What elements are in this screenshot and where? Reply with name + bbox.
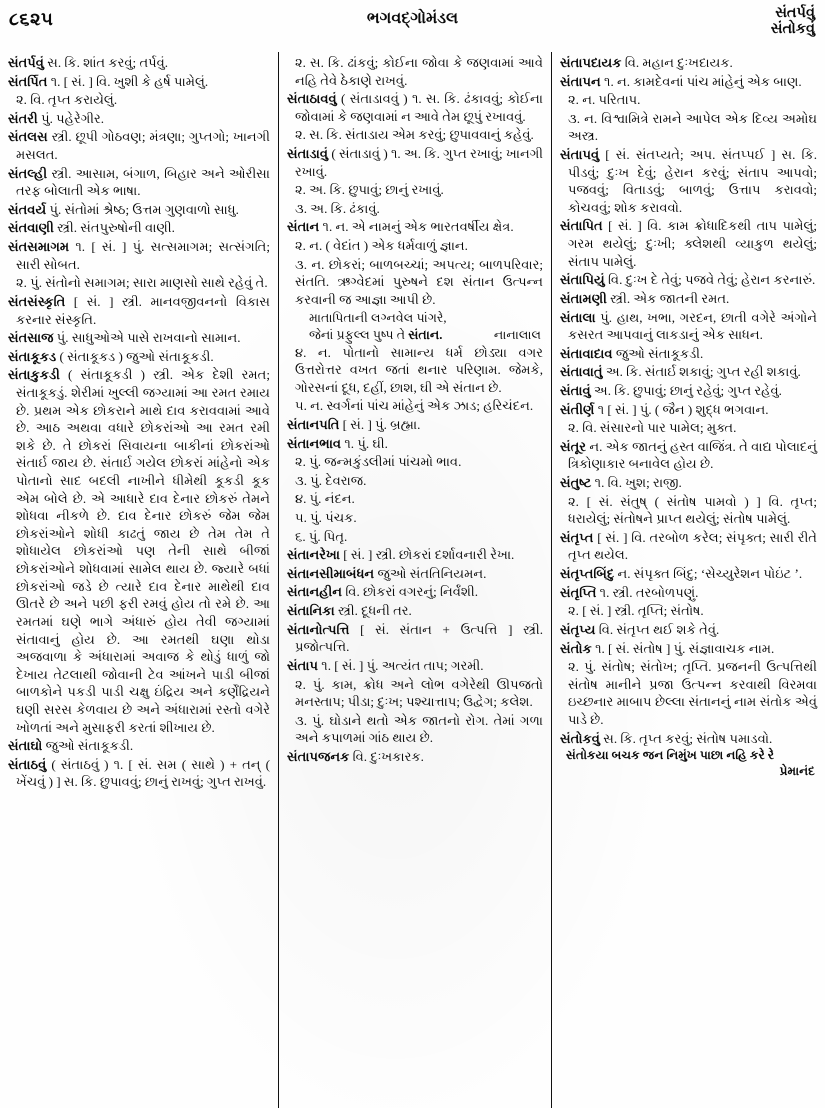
dictionary-entry — [287, 565, 543, 583]
entry-headword: સંતૃપ્ત — [560, 529, 594, 545]
entry-sense: ૨. વિ. સંસારનો પાર પામેલ; મુક્ત. — [568, 420, 737, 436]
entry-headword: સંતાઠવું — [8, 756, 47, 772]
dictionary-entry — [560, 217, 817, 270]
entry-definition: [ સં. ] સ્ત્રી. છોકરાં દર્શાવનારી રેખા. — [340, 547, 515, 563]
quotation-line: સંતોકયા બચક જન નિમુંખ પાછા નહિ કરે રે — [566, 748, 775, 763]
dictionary-entry — [287, 583, 543, 601]
entry-headword: સંતસંસ્કૃતિ — [8, 293, 66, 309]
entry-headword: સંતાનોત્પત્તિ — [287, 621, 350, 637]
entry-definition: સ્ત્રી. આસામ, બંગાળ, બિહાર અને ઓરીસા તરફ બોલાતી એક ભાષા. — [16, 165, 270, 199]
entry-headword: સંતાપિત — [560, 218, 603, 234]
dictionary-entry — [287, 435, 543, 453]
entry-headword: સંતાઠાવવું — [287, 91, 337, 107]
entry-headword: સંતૃપ્તબિંદુ — [560, 566, 615, 582]
entry-sense: ૨. [ સં. ] સ્ત્રી. તૃપ્તિ; સંતોષ. — [568, 603, 704, 619]
dictionary-entry — [287, 90, 543, 125]
entry-sense: ૩. અ. કિ. ઢંકાવું. — [295, 200, 380, 216]
entry-sense: ૬. પું. પિતૃ. — [295, 528, 348, 544]
entry-sense: ૫. ન. સ્વર્ગનાં પાંચ માંહેનું એક ઝાડ; હરિચંદન. — [295, 398, 534, 414]
entry-headword: સંતાકૂકડ — [8, 348, 57, 364]
dictionary-entry — [560, 529, 817, 564]
entry-headword: સંતોકવું — [560, 730, 600, 746]
entry-headword: સંતાપજનક — [287, 748, 350, 764]
dictionary-entry — [560, 290, 817, 308]
entry-sense: ૨. પું. કામ, ક્રોધ અને લોભ વગેરેથી ઊપજતો મનસ્તાપ; પીડા; દુઃખ; પશ્ચાત્તાપ; ઉદ્વેગ; કલેશ. — [295, 676, 543, 710]
entry-definition: ૧. ન. કામદેવનાં પાંચ માંહેનું એક બાણ. — [600, 73, 802, 89]
dictionary-entry — [560, 438, 817, 473]
entry-headword: સંતૃપ્ય — [560, 621, 596, 637]
dictionary-entry — [560, 640, 817, 658]
entry-sense: ૨. [ સં. સંતુષ્ ( સંતોષ પામવો ) ] વિ. તૃપ્ત; ધરાયેલું; સંતોષને પ્રાપ્ત થયેલું; સંતોષ પામેલું. — [568, 493, 817, 527]
dictionary-entry — [287, 145, 543, 180]
entry-headword: સંતાવાદાવ — [560, 345, 613, 361]
text-column-1 — [0, 52, 278, 1108]
entry-sense: ૨. ન. પરિતાપ. — [568, 92, 641, 108]
entry-headword: સંતામણી — [560, 290, 607, 306]
entry-headword: સંતૃપ્તિ — [560, 584, 597, 600]
verse-attribution: નાનાલાલ — [493, 327, 541, 342]
dictionary-entry — [8, 128, 270, 163]
dictionary-entry — [287, 602, 543, 620]
entry-headword: સંતાપિયું — [560, 272, 605, 288]
dictionary-entry — [8, 737, 270, 755]
entry-definition: વિ. દુઃખકારક. — [349, 748, 424, 764]
entry-headword: સંતસમાગમ — [8, 239, 70, 255]
verse-line — [287, 327, 543, 344]
entry-definition: [ સં. ] વિ. તરબોળ કરેલ; સંપૃક્ત; સારી રીતે તૃપ્ત થયેલ. — [568, 529, 817, 563]
entry-definition: અ. કિ. છુપાવું; છાનું રહેવું; ગુપ્ત રહેવું. — [590, 382, 782, 398]
entry-sense: ૪. ન. પોતાનો સામાન્ય ધર્મ છોડ્યા વગર ઉત્તરોત્તર વખત જતાં થનાર પરિણામ. જેમકે, ગોરસનાં દૂધ, દહીં, છાશ, ઘી એ સંતાન છે. — [295, 344, 543, 395]
entry-definition: વિ. મહાન દુઃખદાયક. — [621, 55, 733, 70]
entry-sense: ૨. પું. સંતોનો સમાગમ; સારા માણસો સાથે રહેવું તે. — [16, 275, 268, 291]
dictionary-entry — [560, 345, 817, 363]
entry-headword: સંતૂર — [560, 438, 587, 454]
entry-definition: વિ. છોકરાં વગરનું; નિર્વંશી. — [342, 584, 479, 600]
entry-definition: ૧. [ સં. ] પું. અત્યંત તાપ; ગરમી. — [318, 657, 484, 673]
entry-headword: સંતાવાતું — [560, 364, 603, 380]
entry-definition: ૧. વિ. ખુશ; રાજી. — [591, 475, 682, 491]
page-number: ૮૬૨૫ — [9, 9, 54, 29]
dictionary-entry — [287, 416, 543, 434]
entry-headword: સંતસાજ — [8, 330, 54, 346]
entry-headword: સંતાપ — [287, 657, 318, 673]
entry-definition: ૧. [ સં. ] પું. સત્સમાગમ; સત્સંગતિ; સારી સોબત. — [16, 239, 270, 272]
entry-definition: સ. કિ. શાંત કરવું; તર્પવું. — [43, 55, 169, 70]
entry-sense: ૩. પું. દેવરાજ. — [295, 472, 367, 488]
dictionary-entry — [560, 363, 817, 381]
entry-definition: ૧. પું. ઘી. — [341, 435, 388, 451]
entry-definition: ( સંતાઠવું ) ૧. [ સં. સમ ( સાથે ) + તન્ ( ખેંચવું ) ] સ. કિ. છુપાવવું; છાનું રાખવું; ગુપ્ત રાખવું. — [16, 756, 270, 790]
entry-sense: ૫. પું. પંચક. — [295, 510, 357, 526]
entry-headword: સંતાનભાવ — [287, 435, 342, 451]
entry-headword: સંતાનિકા — [287, 603, 335, 619]
dictionary-entry — [8, 54, 270, 72]
entry-headword: સંતાવું — [560, 382, 591, 398]
dictionary-entry — [8, 201, 270, 219]
entry-definition: જુઓ સંતાકૂકડી. — [42, 738, 134, 754]
guide-word-first: સંતર્પવું — [775, 5, 815, 21]
dictionary-entry — [560, 474, 817, 492]
dictionary-entry — [8, 348, 270, 366]
entry-sense: ૨. ન. ( વેદાંત ) એક ધર્મવાળું જ્ઞાન. — [295, 238, 468, 254]
entry-headword: સંતર્પવું — [8, 55, 44, 70]
entry-definition: ૧ [ સં. ] પું. ( જૈન ) શુદ્ધ ભગવાન. — [594, 401, 769, 417]
guide-words — [771, 5, 815, 37]
entry-definition: પું. સાધુઓએ પાસે રાખવાનો સામાન. — [53, 330, 241, 346]
entry-sense: ૩. ન. છોકરાં; બાળબચ્ચાં; અપત્ય; બાળપરિવાર; સંતતિ. ઋગ્વેદમાં પુરુષને દશ સંતાન ઉત્પન્ન કરવાની જ આજ્ઞા આપી છે. — [295, 256, 543, 307]
entry-sense: ૪. પું. નંદન. — [295, 491, 355, 507]
dictionary-entry — [8, 238, 270, 273]
entry-definition: ૧. સ્ત્રી. તરબોળપણું. — [596, 584, 699, 600]
entry-sense: ૨. વિ. તૃપ્ત કરાયેલું. — [16, 92, 118, 108]
dictionary-entry — [560, 309, 817, 344]
entry-definition: ( સંતાકૂકડી ) સ્ત્રી. એક દેશી રમત; સંતાકૂકડું. શેરીમાં ખુલ્લી જગ્યામાં આ રમત રમાય છે. પ્રથમ એક છોકરાને માથે દાવ કરાવવામાં આવે છે. આઠ અથવા વધારે છોકરાંઓ આ રમત રમી શકે છે. તે છોકરાં સિવાયના બાકીનાં છોકરાંઓ સંતાર્ઇ જાય છે. સંતાર્ઇ ગયેલ છોકરાં માંહેનો એક પોતાનો સાદ બદલી નાખીને ધીમેથી કૂકડી કૂક એમ બોલે છે. એ આધારે દાવ દેનાર છોકરું તેમને શોધવા નીકળે છે. દાવ દેનાર છોકરું જેમ જેમ છોકરાંઓને શોધી કાઢતું જાય છે તેમ તેમ તે શોધાયેલ છોકરાંઓ પણ તેની સાથે બીજાં છોકરાંઓને શોધવામાં સામેલ થાય છે. જ્યારે બધાં છોકરાંઓ જડે છે ત્યારે દાવ દેનાર માથેથી દાવ ઊતરે છે અને પછી ફરી રમવું હોય તો રમે છે. આ રમતમાં ઘણે ભાગે અંધારું હોય તેવી જગ્યામાં સંતાવાનું હોય છે. આ રમતથી ઘણા થોડા અજવાળા કે અંધારામાં અવાજ કે થોડું ધાળું જો દેખાય તેટલાથી જોવાની ટેવ આંખને પાડી બીજાં બાળકોને પકડી પાડી ચક્ષુ ઇંદ્રિય અને કર્ણેંદ્રિયને ઘણી સરસ કેળવાય છે અને અંધારામાં રસ્તો વગેરે ખોળતાં અને મુસાફરી કરતાં શીખાય છે. — [16, 367, 270, 735]
entry-definition: સ્ત્રી. એક જાતની રમત. — [606, 290, 730, 306]
column-container — [0, 52, 825, 1108]
entry-sense: ૨. સ. કિ. સંતાડાય એમ કરવું; છુપાવવાનું કહેવું. — [295, 127, 534, 143]
entry-definition: ન. સંપૃક્ત બિંદુ; ‘સેચ્યુરેશન પોઇંટ ’. — [614, 566, 803, 582]
dictionary-entry — [560, 54, 817, 72]
dictionary-entry — [287, 621, 543, 656]
dictionary-entry — [287, 657, 543, 675]
entry-definition: ૧. [ સં. ] વિ. ખુશી કે હર્ષ પામેલું. — [47, 73, 209, 89]
entry-headword: સંતર્પિત — [8, 73, 48, 89]
verse-line: માતાપિતાની લગ્નવેલ પાંગરે, — [309, 310, 447, 325]
entry-headword: સંતાકુકડી — [8, 367, 60, 383]
entry-headword: સંતાઘો — [8, 738, 43, 754]
entry-sense: ૨. પું. સંતોષ; સંતોખ; તૃપ્તિ. પ્રજનની ઉત્પત્તિથી સંતોષ માનીને પ્રજા ઉત્પન્ન કરવાથી વિરમવા ઇચ્છનાર માબાપ છેલ્લા સંતાનનું નામ સંતોક એવું પાડે છે. — [568, 659, 817, 727]
dictionary-entry — [8, 110, 270, 128]
entry-headword: સંતાપવું — [560, 147, 600, 163]
entry-definition: ( સંતાડાવવું ) ૧. સ. કિ. ઢંકાવવું; કોઈના જોવામાં કે જણવામાં ન આવે તેમ છૂપું રખાવવું. — [295, 91, 543, 124]
entry-headword: સંતાનપતિ — [287, 416, 340, 432]
entry-definition: ન. એક જાતનું હસ્ત વાજિંત્ર. તે વાદ્ય પોલાદનું ત્રિકોણાકાર બનાવેલ હોય છે. — [568, 438, 817, 472]
entry-definition: [ સં. ] પું. બ્રહ્મા. — [339, 416, 421, 432]
entry-sense: ૩. પું. ઘોડાને થતો એક જાતનો રોગ. તેમાં ગળા અને કપાળમાં ગાંઠ થાય છે. — [295, 712, 543, 746]
entry-headword: સંતોક — [560, 640, 592, 656]
entry-headword: સંતરી — [8, 110, 38, 126]
dictionary-entry — [287, 546, 543, 564]
entry-definition: [ સં. ] સ્ત્રી. માનવજીવનનો વિકાસ કરનાર સંસ્કૃતિ. — [16, 293, 270, 327]
dictionary-entry — [560, 621, 817, 639]
dictionary-entry — [8, 329, 270, 347]
entry-definition: ( સંતાડાવું ) ૧. અ. કિ. ગુપ્ત રખાવું; ખાનગી રખાવું. — [295, 146, 543, 179]
entry-definition: વિ. સંતૃપ્ત થઈ શકે તેવું. — [595, 621, 720, 637]
entry-headword: સંતાડાવું — [287, 146, 329, 162]
verse-line-text: જેનાં પ્રફુલ્લ પુષ્પ તે સંતાન. — [309, 327, 443, 342]
dictionary-entry — [560, 73, 817, 91]
entry-headword: સંતીર્ણ — [560, 401, 595, 417]
text-column-3 — [552, 52, 825, 1108]
book-title: ભગવદ્ગોમંડલ — [366, 10, 459, 27]
entry-definition: [ સં. સંતાન + ઉત્પત્તિ ] સ્ત્રી. પ્રજોત્પત્તિ. — [295, 621, 543, 655]
entry-sense: ૨. પું. જન્મકુંડલીમાં પાંચમો ભાવ. — [295, 454, 462, 470]
entry-headword: સંતવાણી — [8, 220, 54, 236]
dictionary-entry — [560, 565, 817, 583]
dictionary-entry — [560, 730, 817, 748]
entry-headword: સંતુષ્ટ — [560, 475, 592, 491]
guide-word-last: સંતોકવું — [770, 21, 815, 38]
verse-citation — [287, 310, 543, 344]
entry-definition: સ્ત્રી. દૂધની તર. — [334, 603, 412, 619]
entry-headword: સંતલસ — [8, 129, 48, 145]
entry-definition: ( સંતાકૂકડ ) જુઓ સંતાકૂકડી. — [56, 348, 214, 364]
entry-sense: ૨. સ. કિ. ઢાંકવું; કોઈના જોવા કે જણવામાં આવે નહિ તેવે ઠેકાણે રાખવું. — [295, 55, 543, 88]
entry-definition: અ. કિ. સંતાર્ઇ શકાવું; ગુપ્ત રહી શકાવું. — [602, 364, 801, 380]
dictionary-entry — [8, 219, 270, 237]
dictionary-entry — [8, 293, 270, 328]
dictionary-entry — [560, 382, 817, 400]
entry-definition: ૧. ન. એ નામનું એક ભારતવર્ષીય ક્ષેત્ર. — [319, 219, 514, 235]
dictionary-entry — [8, 73, 270, 91]
dictionary-entry — [287, 748, 543, 766]
dictionary-entry — [8, 165, 270, 200]
entry-headword: સંતાપદાયક — [560, 55, 622, 70]
dictionary-entry — [8, 756, 270, 791]
entry-definition: પું. સંતોમાં શ્રેષ્ઠ; ઉત્તમ ગુણવાળો સાધુ. — [46, 201, 239, 217]
entry-sense: ૨. અ. કિ. છુપાવું; છાનું રખાવું. — [295, 182, 444, 198]
entry-definition: ૧. [ સં. સંતોષ ] પું. સંજ્ઞાવાચક નામ. — [591, 640, 775, 656]
quotation-attribution: પ્રેમાનંદ — [779, 764, 815, 779]
entry-headword: સંતાનસીમાબંધન — [287, 565, 375, 581]
entry-headword: સંતાન — [287, 219, 320, 235]
entry-headword: સંતાલા — [560, 309, 596, 325]
running-head — [0, 0, 825, 50]
entry-sense: ૩. ન. વિશ્વામિત્રે રામને આપેલ એક દિવ્ય અમોઘ અસ્ત્ર. — [568, 110, 817, 144]
dictionary-entry — [560, 401, 817, 419]
entry-definition: જુઓ સંતાકૂકડી. — [612, 345, 704, 361]
entry-definition: પું. હાથ, ખભા, ગરદન, છાતી વગેરે અંગોને કસરત આપવાનું લાકડાનું એક સાધન. — [568, 309, 817, 343]
entry-headword: સંતવર્ય — [8, 201, 47, 217]
entry-definition: વિ. દુઃખ દે તેવું; પજવે તેવું; હેરાન કરનારું. — [604, 272, 816, 288]
entry-definition: સ્ત્રી. છૂપી ગોઠવણ; મંત્રણા; ગુપ્તગો; ખાનગી મસલત. — [16, 129, 270, 163]
entry-headword: સંતાનરેખા — [287, 547, 340, 563]
dictionary-entry — [8, 366, 270, 736]
dictionary-entry — [560, 271, 817, 289]
entry-headword: સંતલ્હી — [8, 165, 48, 181]
text-column-2 — [278, 52, 552, 1108]
dictionary-entry — [560, 146, 817, 216]
entry-definition: [ સં. ] વિ. કામ ક્રોધાદિકથી તાપ પામેલું; ગરમ થયેલું; દુઃખી; ક્લેશથી વ્યાકુળ થયેલું; સંતાપ પામેલું. — [568, 218, 817, 269]
dictionary-entry — [560, 584, 817, 602]
entry-headword: સંતાનહીન — [287, 584, 343, 600]
entry-definition: પું. પહેરેગીર. — [37, 110, 105, 126]
entry-definition: સ. કિ. તૃપ્ત કરવું; સંતોષ પમાડવો. — [599, 730, 773, 746]
dictionary-entry — [287, 218, 543, 236]
entry-headword: સંતાપન — [560, 73, 601, 89]
entry-definition: સ્ત્રી. સંતપુરુષોની વાણી. — [53, 220, 175, 236]
entry-definition: [ સં. સંતપ્યતે; અપ. સંતપ્પઈ ] સ. કિ. પીડવું; દુઃખ દેવું; હેરાન કરવું; સંતાપ આપવો; પજવવું; વિતાડવું; બાળવું; ઉત્તાપ કરાવવો; કોચવવું; શોક કરાવવો. — [568, 147, 817, 215]
entry-definition: જુઓ સંતતિનિયમન. — [374, 565, 487, 581]
